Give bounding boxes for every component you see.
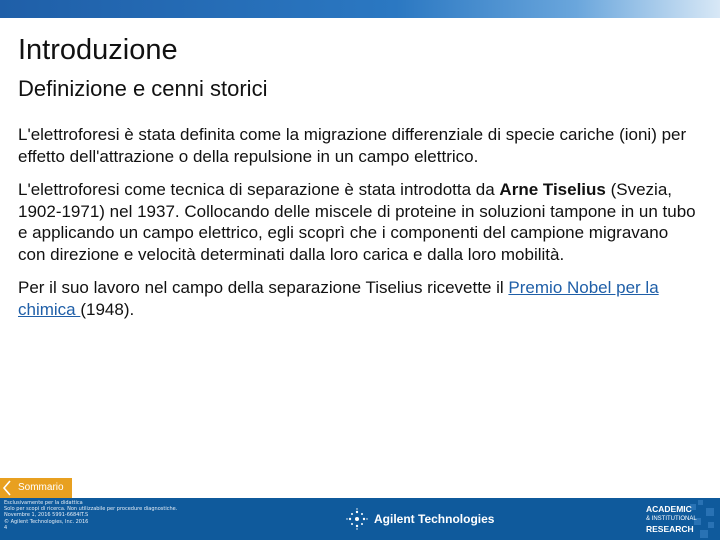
top-banner (0, 0, 720, 18)
nobel-text-a: Per il suo lavoro nel campo della separazione Tiselius ricevette il (18, 278, 509, 297)
legal-line: Novembre 1, 2016 5991-6684IT.S (4, 512, 89, 519)
legal-notice (4, 500, 177, 531)
slide-title: Introduzione (18, 34, 178, 66)
academic-research-label (646, 504, 697, 534)
sommario-label: Sommario (14, 478, 72, 498)
paragraph-history (18, 179, 698, 265)
legal-line: Solo per scopi di ricerca. Non utilizzabile per procedure diagnostiche. (4, 506, 178, 513)
sommario-button[interactable] (0, 478, 72, 498)
paragraph-nobel (18, 277, 698, 320)
nobel-prize-link[interactable]: Premio Nobel per la chimica (18, 278, 659, 319)
slide-subtitle: Definizione e cenni storici (18, 76, 268, 101)
brand-name: Agilent Technologies (374, 512, 495, 526)
legal-line: 4 (4, 524, 8, 531)
academic-line: & INSTITUTIONAL (646, 516, 697, 522)
slide-body (18, 124, 698, 332)
nobel-text-b: (1948). (80, 299, 135, 319)
history-text-a: L'elettroforesi come tecnica di separazione è stata introdotta da (18, 180, 500, 199)
legal-line: Esclusivamente per la didattica (4, 500, 83, 506)
agilent-logo (346, 508, 494, 530)
history-text-b: (Svezia, 1902-1971) nel 1937. Collocando delle miscele di proteine in soluzioni tampone in un tubo e applicando un campo elettrico, egli scoprì che i componenti del campione migravano con direzione e velocità determinati dalla loro carica e dalla loro mobilità. (18, 180, 696, 264)
tiselius-name: Arne Tiselius (499, 180, 606, 199)
footer-bar (0, 498, 720, 540)
academic-line: ACADEMIC (646, 504, 692, 514)
agilent-spark-icon (346, 508, 368, 530)
legal-line: © Agilent Technologies, Inc. 2016 (4, 518, 89, 525)
academic-line: RESEARCH (646, 524, 694, 534)
paragraph-definition: L'elettroforesi è stata definita come la migrazione differenziale di specie cariche (ioni) per effetto dell'attrazione o della repulsione in un campo elettrico. (18, 125, 687, 166)
chevron-left-icon (0, 478, 14, 498)
